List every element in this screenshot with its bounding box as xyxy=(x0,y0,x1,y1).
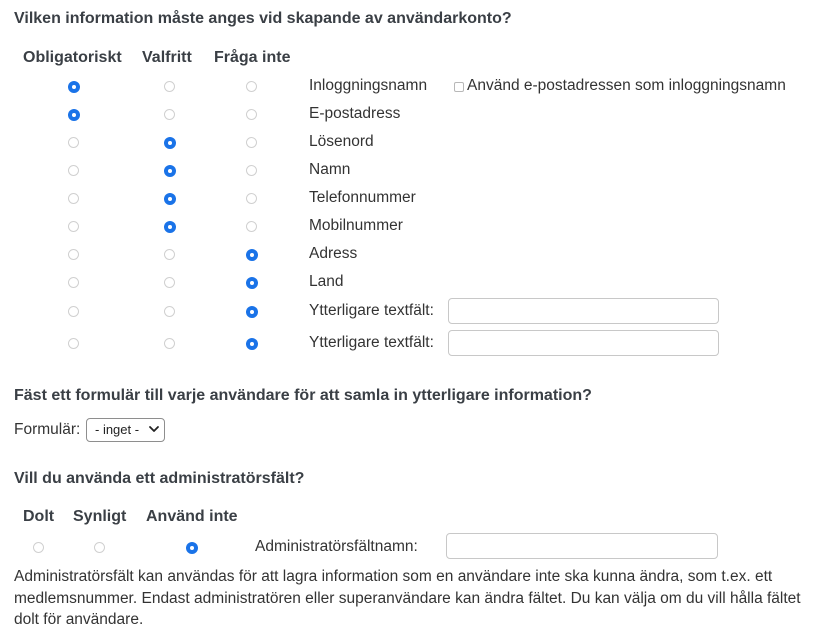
col-visible-header: Synligt xyxy=(73,508,127,525)
field-label: Inloggningsnamn xyxy=(309,77,428,94)
field-radio-optional[interactable] xyxy=(164,338,175,349)
col-not-used-header: Använd inte xyxy=(146,508,238,525)
field-radio-required[interactable] xyxy=(68,165,79,176)
field-label: Telefonnummer xyxy=(309,189,416,206)
admin-field-heading: Vill du använda ett administratörsfält? xyxy=(14,470,305,487)
field-radio-optional[interactable] xyxy=(164,81,175,92)
field-radio-required[interactable] xyxy=(68,338,79,349)
field-radio-dont-ask[interactable] xyxy=(246,81,257,92)
field-radio-optional[interactable] xyxy=(164,165,176,177)
attach-form-heading: Fäst ett formulär till varje användare för att samla in ytterligare information? xyxy=(14,387,592,404)
field-radio-required[interactable] xyxy=(68,277,79,288)
field-radio-dont-ask[interactable] xyxy=(246,277,258,289)
field-label: Namn xyxy=(309,161,351,178)
field-radio-required[interactable] xyxy=(68,137,79,148)
col-required-header: Obligatoriskt xyxy=(23,49,122,66)
field-radio-required[interactable] xyxy=(68,221,79,232)
required-info-heading: Vilken information måste anges vid skapande av användarkonto? xyxy=(14,10,512,27)
col-hidden-header: Dolt xyxy=(23,508,55,525)
admin-radio-hidden[interactable] xyxy=(33,542,44,553)
field-radio-optional[interactable] xyxy=(164,193,176,205)
admin-radio-visible[interactable] xyxy=(94,542,105,553)
field-label: Ytterligare textfält: xyxy=(309,302,434,319)
field-radio-optional[interactable] xyxy=(164,109,175,120)
field-radio-required[interactable] xyxy=(68,81,80,93)
admin-radio-not-used[interactable] xyxy=(186,542,198,554)
admin-field-name-input[interactable] xyxy=(446,533,718,559)
field-radio-dont-ask[interactable] xyxy=(246,193,257,204)
field-label: E-postadress xyxy=(309,105,401,122)
chevron-down-icon xyxy=(148,423,160,435)
field-radio-required[interactable] xyxy=(68,193,79,204)
field-label: Adress xyxy=(309,245,358,262)
form-label: Formulär: xyxy=(14,421,81,438)
field-radio-required[interactable] xyxy=(68,109,80,121)
field-radio-dont-ask[interactable] xyxy=(246,221,257,232)
field-label: Land xyxy=(309,273,344,290)
field-radio-dont-ask[interactable] xyxy=(246,165,257,176)
email-as-login-checkbox[interactable] xyxy=(454,82,464,92)
field-radio-dont-ask[interactable] xyxy=(246,137,257,148)
field-radio-dont-ask[interactable] xyxy=(246,109,257,120)
email-as-login-label: Använd e-postadressen som inloggningsnamn xyxy=(467,77,786,94)
field-radio-optional[interactable] xyxy=(164,277,175,288)
field-radio-optional[interactable] xyxy=(164,306,175,317)
admin-field-description: Administratörsfält kan användas för att lagra information som en användare inte ska kunna ändra, som t.ex. ett medlemsnummer. Endast administratören eller superanvändare kan ändra fältet. Du kan välja om du vill hålla fältet dolt för användare. xyxy=(14,568,801,628)
extra-text-field-input[interactable] xyxy=(448,298,719,324)
field-label: Ytterligare textfält: xyxy=(309,334,434,351)
field-radio-dont-ask[interactable] xyxy=(246,306,258,318)
form-select[interactable] xyxy=(86,418,165,442)
admin-field-name-label: Administratörsfältnamn: xyxy=(255,538,418,555)
field-label: Mobilnummer xyxy=(309,217,403,234)
field-radio-dont-ask[interactable] xyxy=(246,249,258,261)
col-optional-header: Valfritt xyxy=(142,49,192,66)
field-radio-optional[interactable] xyxy=(164,137,176,149)
extra-text-field-input[interactable] xyxy=(448,330,719,356)
field-radio-optional[interactable] xyxy=(164,249,175,260)
field-radio-required[interactable] xyxy=(68,306,79,317)
form-select-value: - inget - xyxy=(95,422,140,437)
field-radio-required[interactable] xyxy=(68,249,79,260)
field-radio-dont-ask[interactable] xyxy=(246,338,258,350)
field-label: Lösenord xyxy=(309,133,374,150)
col-dont-ask-header: Fråga inte xyxy=(214,49,291,66)
field-radio-optional[interactable] xyxy=(164,221,176,233)
